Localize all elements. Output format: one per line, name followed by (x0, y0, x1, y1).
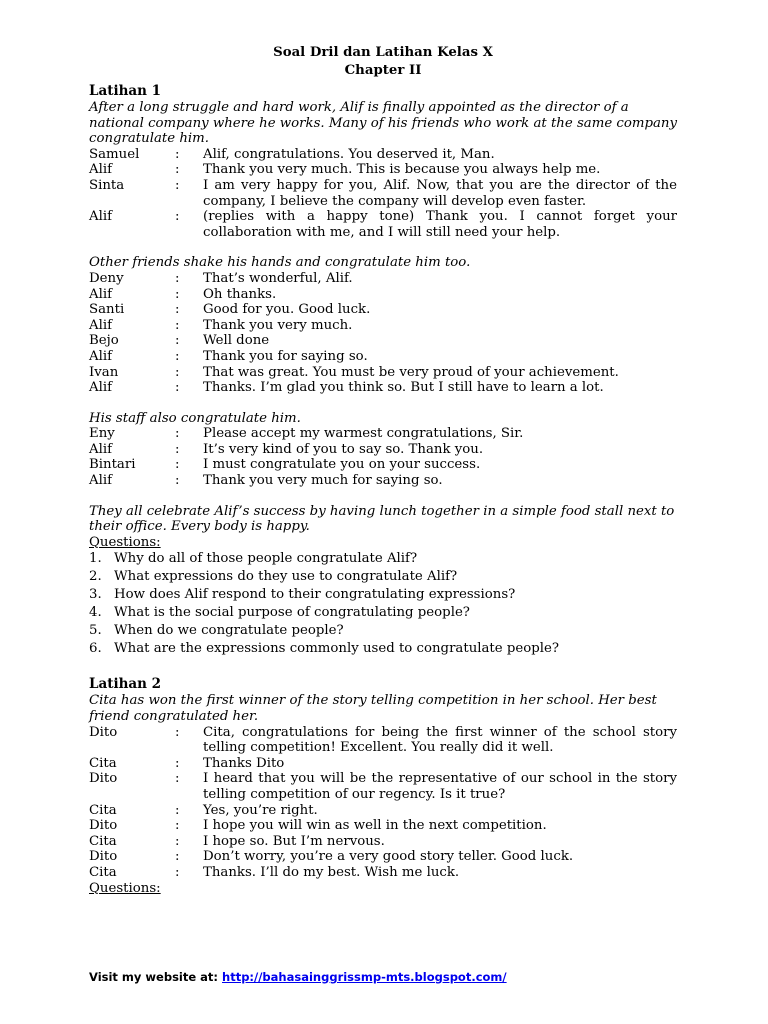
question-number: 5. (89, 623, 102, 639)
question-text: Why do all of those people congratulate Alif? (114, 551, 418, 567)
dialog-colon: : (175, 818, 180, 834)
dialog-colon: : (175, 286, 180, 302)
latihan1-questions (89, 550, 677, 658)
dialog-line: Alif, congratulations. You deserved it, Man. (203, 146, 495, 162)
latihan1-dialog1 (89, 147, 677, 241)
latihan1-heading: Latihan 1 (89, 83, 162, 99)
dialog-line: Cita, congratulations for being the first winner of the school story telling competition! Excellent. You really did it well. (203, 724, 677, 756)
dialog-line: (replies with a happy tone) Thank you. I cannot forget your collaboration with me, and I will still need your help. (203, 209, 677, 240)
dialog-line: I hope you will win as well in the next competition. (203, 818, 547, 834)
dialog-line: Thanks Dito (203, 755, 285, 771)
dialog-speaker: Bintari (89, 457, 136, 473)
question-item (89, 622, 677, 640)
question-number: 6. (89, 641, 102, 657)
dialog-speaker: Cita (89, 802, 117, 818)
dialog-line: I hope so. But I’m nervous. (203, 833, 385, 849)
dialog-speaker: Sinta (89, 177, 125, 193)
dialog-colon: : (175, 441, 180, 457)
latihan1-intro: After a long struggle and hard work, Alif is finally appointed as the director of a national company where he works. Many of his friends who work at the same company congratulate him. (89, 100, 677, 147)
website-link[interactable]: http://bahasainggrissmp-mts.blogspot.com/ (222, 970, 507, 984)
latihan1-dialog2 (89, 271, 677, 396)
question-number: 1. (89, 551, 102, 567)
dialog-colon: : (175, 364, 180, 380)
question-number: 2. (89, 569, 102, 585)
dialog-line: Yes, you’re right. (203, 802, 318, 818)
doc-title: Soal Dril dan Latihan Kelas X (273, 45, 493, 60)
dialog-colon: : (175, 380, 180, 396)
dialog-colon: : (175, 849, 180, 865)
latihan1-narr4: They all celebrate Alif’s success by having lunch together in a simple food stall next to their office. Every body is happy. (89, 503, 675, 535)
dialog-line: That’s wonderful, Alif. (203, 270, 353, 286)
latihan1-narr2: Other friends shake his hands and congratulate him too. (89, 255, 471, 271)
dialog-colon: : (175, 317, 180, 333)
question-item (89, 550, 677, 568)
question-text: What is the social purpose of congratulating people? (114, 605, 470, 621)
dialog-colon: : (175, 771, 180, 787)
dialog-speaker: Dito (89, 818, 118, 834)
dialog-speaker: Alif (89, 162, 113, 178)
dialog-speaker: Alif (89, 286, 113, 302)
dialog-speaker: Alif (89, 209, 113, 225)
dialog-speaker: Dito (89, 771, 118, 787)
dialog-colon: : (175, 833, 180, 849)
latihan1-questions-label: Questions: (89, 534, 161, 550)
document-page (89, 44, 677, 896)
question-number: 4. (89, 605, 102, 621)
dialog-line: Oh thanks. (203, 286, 277, 302)
question-text: What expressions do they use to congratulate Alif? (114, 569, 458, 585)
dialog-speaker: Alif (89, 441, 113, 457)
dialog-colon: : (175, 146, 180, 162)
dialog-speaker: Cita (89, 864, 117, 880)
dialog-colon: : (175, 348, 180, 364)
question-item (89, 568, 677, 586)
dialog-colon: : (175, 802, 180, 818)
dialog-line: Thanks. I’ll do my best. Wish me luck. (203, 864, 460, 880)
question-text: When do we congratulate people? (114, 623, 344, 639)
latihan2-heading: Latihan 2 (89, 676, 162, 693)
dialog-colon: : (175, 333, 180, 349)
dialog-speaker: Dito (89, 724, 118, 740)
dialog-colon: : (175, 209, 180, 225)
dialog-colon: : (175, 426, 180, 442)
dialog-speaker: Dito (89, 849, 118, 865)
dialog-line: Well done (203, 333, 270, 349)
latihan2-intro: Cita has won the first winner of the story telling competition in her school. Her best friend congratulated her. (89, 693, 657, 725)
dialog-colon: : (175, 864, 180, 880)
question-item (89, 604, 677, 622)
dialog-speaker: Eny (89, 426, 115, 442)
dialog-colon: : (175, 724, 180, 740)
dialog-line: Thank you very much for saying so. (203, 473, 443, 489)
dialog-colon: : (175, 755, 180, 771)
dialog-speaker: Santi (89, 302, 125, 318)
dialog-line: I must congratulate you on your success. (203, 457, 481, 473)
question-item (89, 586, 677, 604)
dialog-line: Thank you very much. This is because you always help me. (203, 162, 601, 178)
footer (89, 970, 507, 984)
dialog-colon: : (175, 162, 180, 178)
dialog-colon: : (175, 457, 180, 473)
dialog-line: Please accept my warmest congratulations, Sir. (203, 426, 524, 442)
dialog-colon: : (175, 302, 180, 318)
dialog-line: Don’t worry, you’re a very good story teller. Good luck. (203, 849, 574, 865)
dialog-speaker: Deny (89, 270, 124, 286)
latihan1-dialog3 (89, 426, 677, 488)
dialog-speaker: Ivan (89, 364, 119, 380)
footer-label: Visit my website at: (89, 970, 223, 984)
doc-chapter: Chapter II (344, 63, 422, 78)
dialog-speaker: Alif (89, 348, 113, 364)
latihan2-questions-label: Questions: (89, 880, 161, 896)
dialog-line: Good for you. Good luck. (203, 302, 371, 318)
dialog-line: Thank you for saying so. (203, 348, 368, 364)
latihan2-dialog (89, 725, 677, 881)
latihan1-narr3: His staff also congratulate him. (89, 410, 301, 426)
dialog-colon: : (175, 270, 180, 286)
dialog-line: Thanks. I’m glad you think so. But I still have to learn a lot. (203, 380, 604, 396)
dialog-line: That was great. You must be very proud of your achievement. (203, 364, 619, 380)
question-text: How does Alif respond to their congratulating expressions? (114, 587, 516, 603)
question-text: What are the expressions commonly used to congratulate people? (114, 641, 560, 657)
dialog-speaker: Alif (89, 380, 113, 396)
question-item (89, 640, 677, 658)
dialog-line: Thank you very much. (203, 317, 353, 333)
dialog-speaker: Alif (89, 317, 113, 333)
dialog-speaker: Bejo (89, 333, 119, 349)
dialog-speaker: Samuel (89, 146, 140, 162)
dialog-line: I am very happy for you, Alif. Now, that you are the director of the company, I believe the company will develop even faster. (203, 177, 677, 209)
dialog-speaker: Alif (89, 473, 113, 489)
dialog-colon: : (175, 177, 180, 193)
dialog-line: I heard that you will be the representative of our school in the story telling competition of our regency. Is it true? (203, 771, 677, 802)
dialog-speaker: Cita (89, 755, 117, 771)
dialog-speaker: Cita (89, 833, 117, 849)
dialog-line: It’s very kind of you to say so. Thank you. (203, 441, 484, 457)
question-number: 3. (89, 587, 102, 603)
dialog-colon: : (175, 473, 180, 489)
